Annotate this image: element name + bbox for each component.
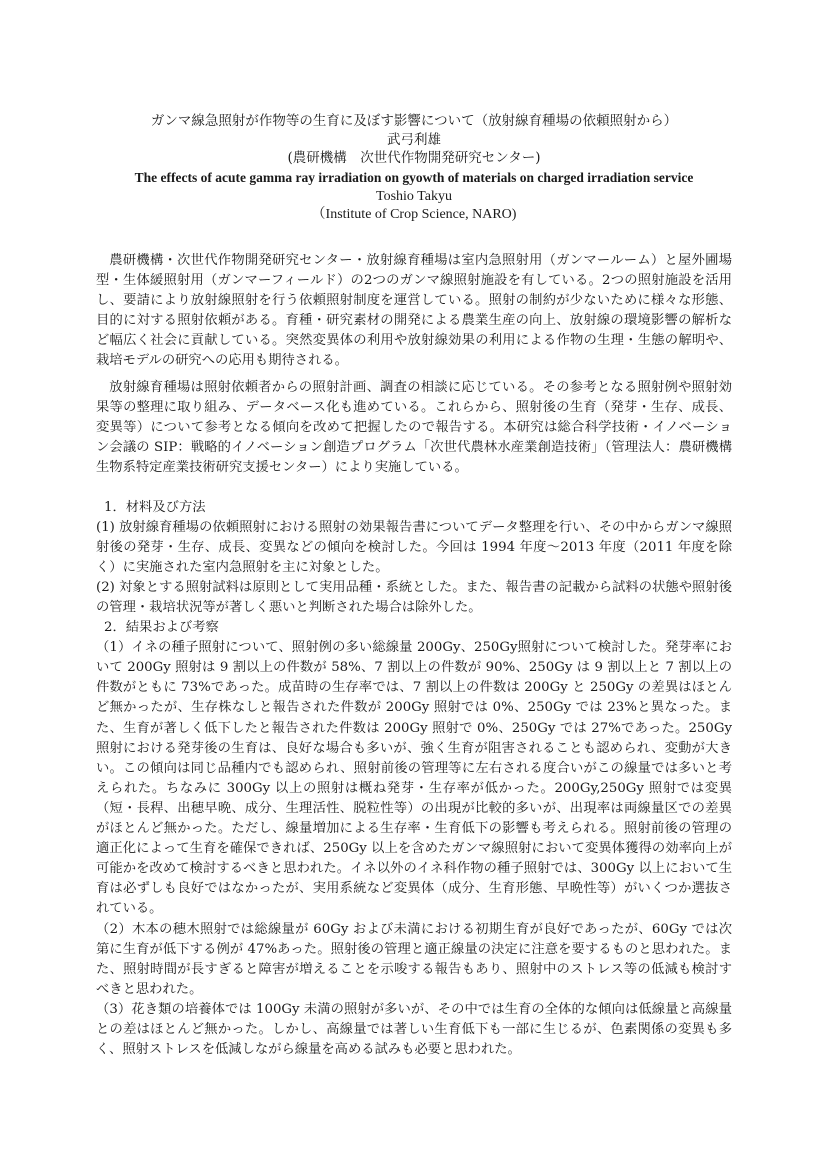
section-heading-methods: 1．材料及び方法 [104, 499, 206, 515]
methods-item-1: (1) 放射線育種場の依頼照射における照射の効果報告書についてデータ整理を行い、その中からガンマ線照射後の発芽・生存、成長、変異などの傾向を検討した。今回は 1994 年度～2013 年度（2011 年度を除く）に実施された室内急照射を主に対象とした。 [96, 519, 732, 575]
author-en: Toshio Takyu [376, 188, 452, 204]
methods-item-2: (2) 対象とする照射試料は原則として実用品種・系統とした。また、報告書の記載から試料の状態や照射後の管理・栽培状況等が著しく悪いと判断された場合は除外した。 [96, 579, 732, 615]
paper-page [96, 112, 746, 1060]
affiliation-ja: (農研機構 次世代作物開発研究センター) [287, 150, 541, 166]
results-item-1: （1）イネの種子照射について、照射例の多い総線量 200Gy、250Gy照射について検討した。発芽率において 200Gy 照射は 9 割以上の件数が 58%、7 割以上の件数が 90%、250Gy は 9 割以上と 7 割以上の件数がともに 73%であった。成苗時の生存率では、7 割以上の件数は 200Gy と 250Gy の差異はほとんど無かったが、生存株なしと報告された件数が 200Gy 照射では 0%、250Gy では 23%と異なった。また、生育が著しく低下したと報告された件数は 200Gy 照射で 0%、250Gy では 27%であった。250Gy 照射における発芽後の生育は、良好な場合も多いが、強く生育が阻害されることも認められ、変動が大きい。この傾向は同じ品種内でも認められ、照射前後の管理等に左右される度合いがこの線量では多いと考えられた。ちなみに 300Gy 以上の照射は概ね発芽・生存率が低かった。200Gy,250Gy 照射では変異（短・長稈、出穂早晩、成分、生理活性、脱粒性等）の出現が比較的多いが、出現率は両線量区での差異がほとんど無かった。ただし、線量増加による生存率・生育低下の影響も考えられる。照射前後の管理の適正化によって生育を確保できれば、250Gy 以上を含めたガンマ線照射において変異体獲得の効率向上が可能かを改めて検討するべきと思われた。イネ以外のイネ科作物の種子照射では、300Gy 以上において生育は必ずしも良好ではなかったが、実用系統など変異体（成分、生育形態、早晩性等）がいくつか選抜されている。 [96, 640, 732, 917]
title-en: The effects of acute gamma ray irradiation on gyowth of materials on charged irradiation service [134, 169, 694, 185]
results-item-3: （3）花き類の培養体では 100Gy 未満の照射が多いが、その中では生育の全体的な傾向は低線量と高線量との差はほとんど無かった。しかし、高線量では著しい生育低下も一部に生じるが、色素関係の変異も多く、照射ストレスを低減しながら線量を高める試みも必要と思われた。 [96, 1001, 732, 1058]
section-results [96, 618, 732, 1060]
author-ja: 武弓利雄 [387, 131, 441, 148]
section-methods [96, 498, 732, 619]
title-ja: ガンマ線急照射が作物等の生育に及ぼす影響について（放射線育種場の依頼照射から） [150, 113, 678, 129]
results-item-2: （2）木本の穂木照射では総線量が 60Gy および未満における初期生育が良好であったが、60Gy では次第に生育が低下する例が 47%あった。照射後の管理と適正線量の決定に注意を要するものと思われた。また、照射時間が長すぎると障害が増えることを示唆する報告もあり、照射中のストレス等の低減も検討すべきと思われた。 [96, 921, 732, 997]
intro-paragraph-1: 農研機構・次世代作物開発研究センター・放射線育種場は室内急照射用（ガンマールーム）と屋外圃場型・生体緩照射用（ガンマーフィールド）の2つのガンマ線照射施設を有している。2つの照射施設を活用し、要請により放射線照射を行う依頼照射制度を運営している。照射の制約が少ないために様々な形態、目的に対する照射依頼がある。育種・研究素材の開発による農業生産の向上、放射線の環境影響の解析など幅広く社会に貢献している。突然変異体の利用や放射線効果の利用による作物の生理・生態の解明や、栽培モデルの研究への応用も期待される。 [96, 252, 732, 368]
section-heading-results: 2．結果および考察 [104, 620, 219, 636]
intro-paragraph-2: 放射線育種場は照射依頼者からの照射計画、調査の相談に応じている。その参考となる照射例や照射効果等の整理に取り組み、データベース化も進めている。これらから、照射後の生育（発芽・生存、成長、変異等）について参考となる傾向を改めて把握したので報告する。本研究は総合科学技術・イノベーション会議の SIP：戦略的イノベーション創造プログラム「次世代農林水産業創造技術」（管理法人：農研機構 生物系特定産業技術研究支援センター）により実施している。 [96, 380, 746, 476]
affiliation-en: （Institute of Crop Science, NARO) [311, 207, 517, 222]
